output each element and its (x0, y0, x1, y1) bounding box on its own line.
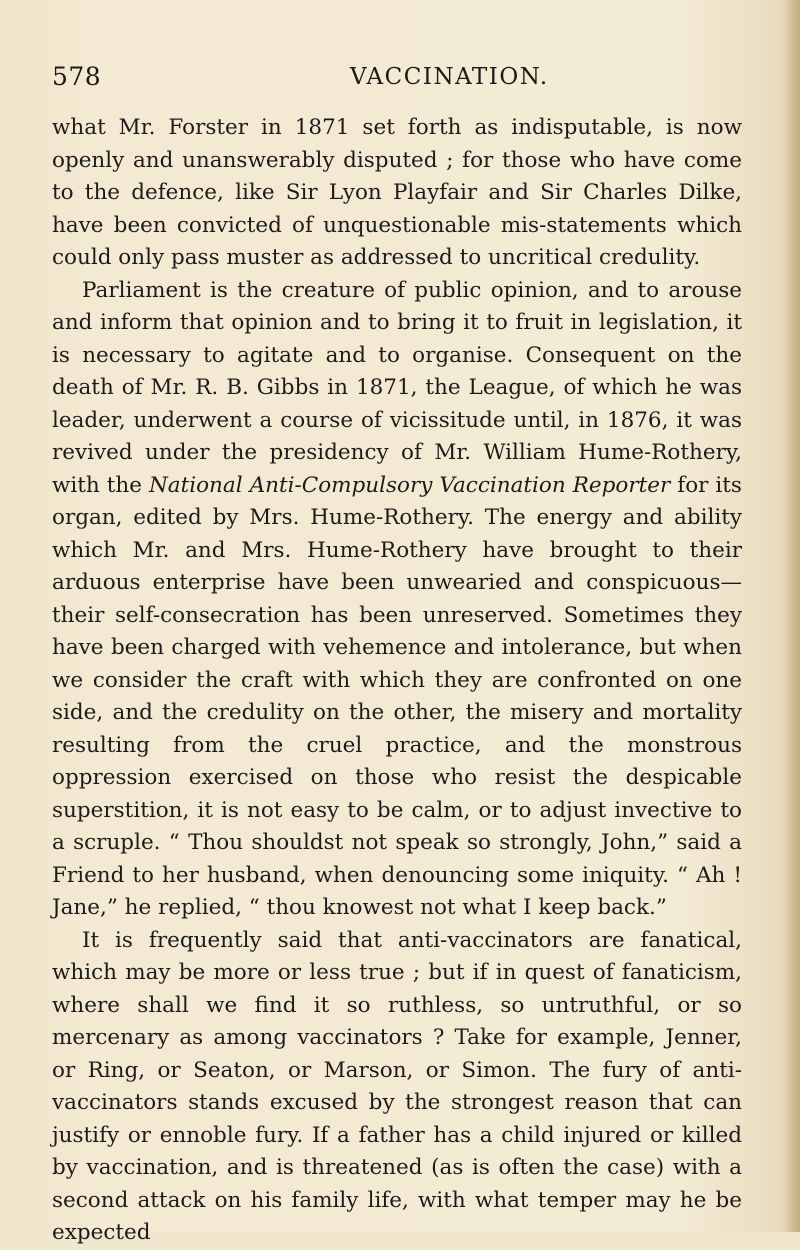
page-header (52, 62, 742, 102)
page-edge-shadow (784, 0, 800, 1232)
paragraph-2-italic-title: National Anti-Compulsory Vaccination Reporter (148, 472, 671, 498)
body-text (52, 112, 742, 1250)
running-head: VACCINATION. (350, 64, 549, 90)
paragraph-3: It is frequently said that anti-vaccinators are fanatical, which may be more or less true ; but if in quest of fanaticism, where shall we find it so ruthless, so untruthful, or so mercenary as among vaccinators ? Take for example, Jenner, or Ring, or Seaton, or Marson, or Simon. The fury of anti-vaccinators stands excused by the strongest reason that can justify or ennoble fury. If a father has a child injured or killed by vaccination, and is threatened (as is often the case) with a second attack on his family life, with what temper may he be expected (52, 927, 742, 1245)
paragraph-2-text-end: for its organ, edited by Mrs. Hume-Rothery. The energy and ability which Mr. and Mrs. Hume-Rothery have brought to their arduous enterprise have been unwearied and conspicuous—their self-consecration has been unreserved. Sometimes they have been charged with vehemence and intolerance, but when we consider the craft with which they are confronted on one side, and the credulity on the other, the misery and mortality resulting from the cruel practice, and the monstrous oppression exercised on those who resist the despicable superstition, it is not easy to be calm, or to adjust invective to a scruple. “ Thou shouldst not speak so strongly, John,” said a Friend to her husband, when denouncing some iniquity. “ Ah ! Jane,” he replied, “ thou knowest not what I keep back.” (52, 472, 742, 920)
paragraph-1: what Mr. Forster in 1871 set forth as indisputable, is now openly and unanswerably disputed ; for those who have come to the defence, like Sir Lyon Playfair and Sir Charles Dilke, have been convicted of unquestionable mis-statements which could only pass muster as addressed to uncritical credulity. (52, 115, 742, 270)
paragraph-2 (52, 275, 742, 925)
paragraph-2-text-start: Parliament is the creature of public opinion, and to arouse and inform that opinion and to bring it to fruit in legislation, it is necessary to agitate and to organise. Consequent on the death of Mr. R. B. Gibbs in 1871, the League, of which he was leader, underwent a course of vicissitude until, in 1876, it was revived under the presidency of Mr. William Hume-Rothery, with the (52, 277, 742, 498)
page-number: 578 (52, 62, 102, 91)
